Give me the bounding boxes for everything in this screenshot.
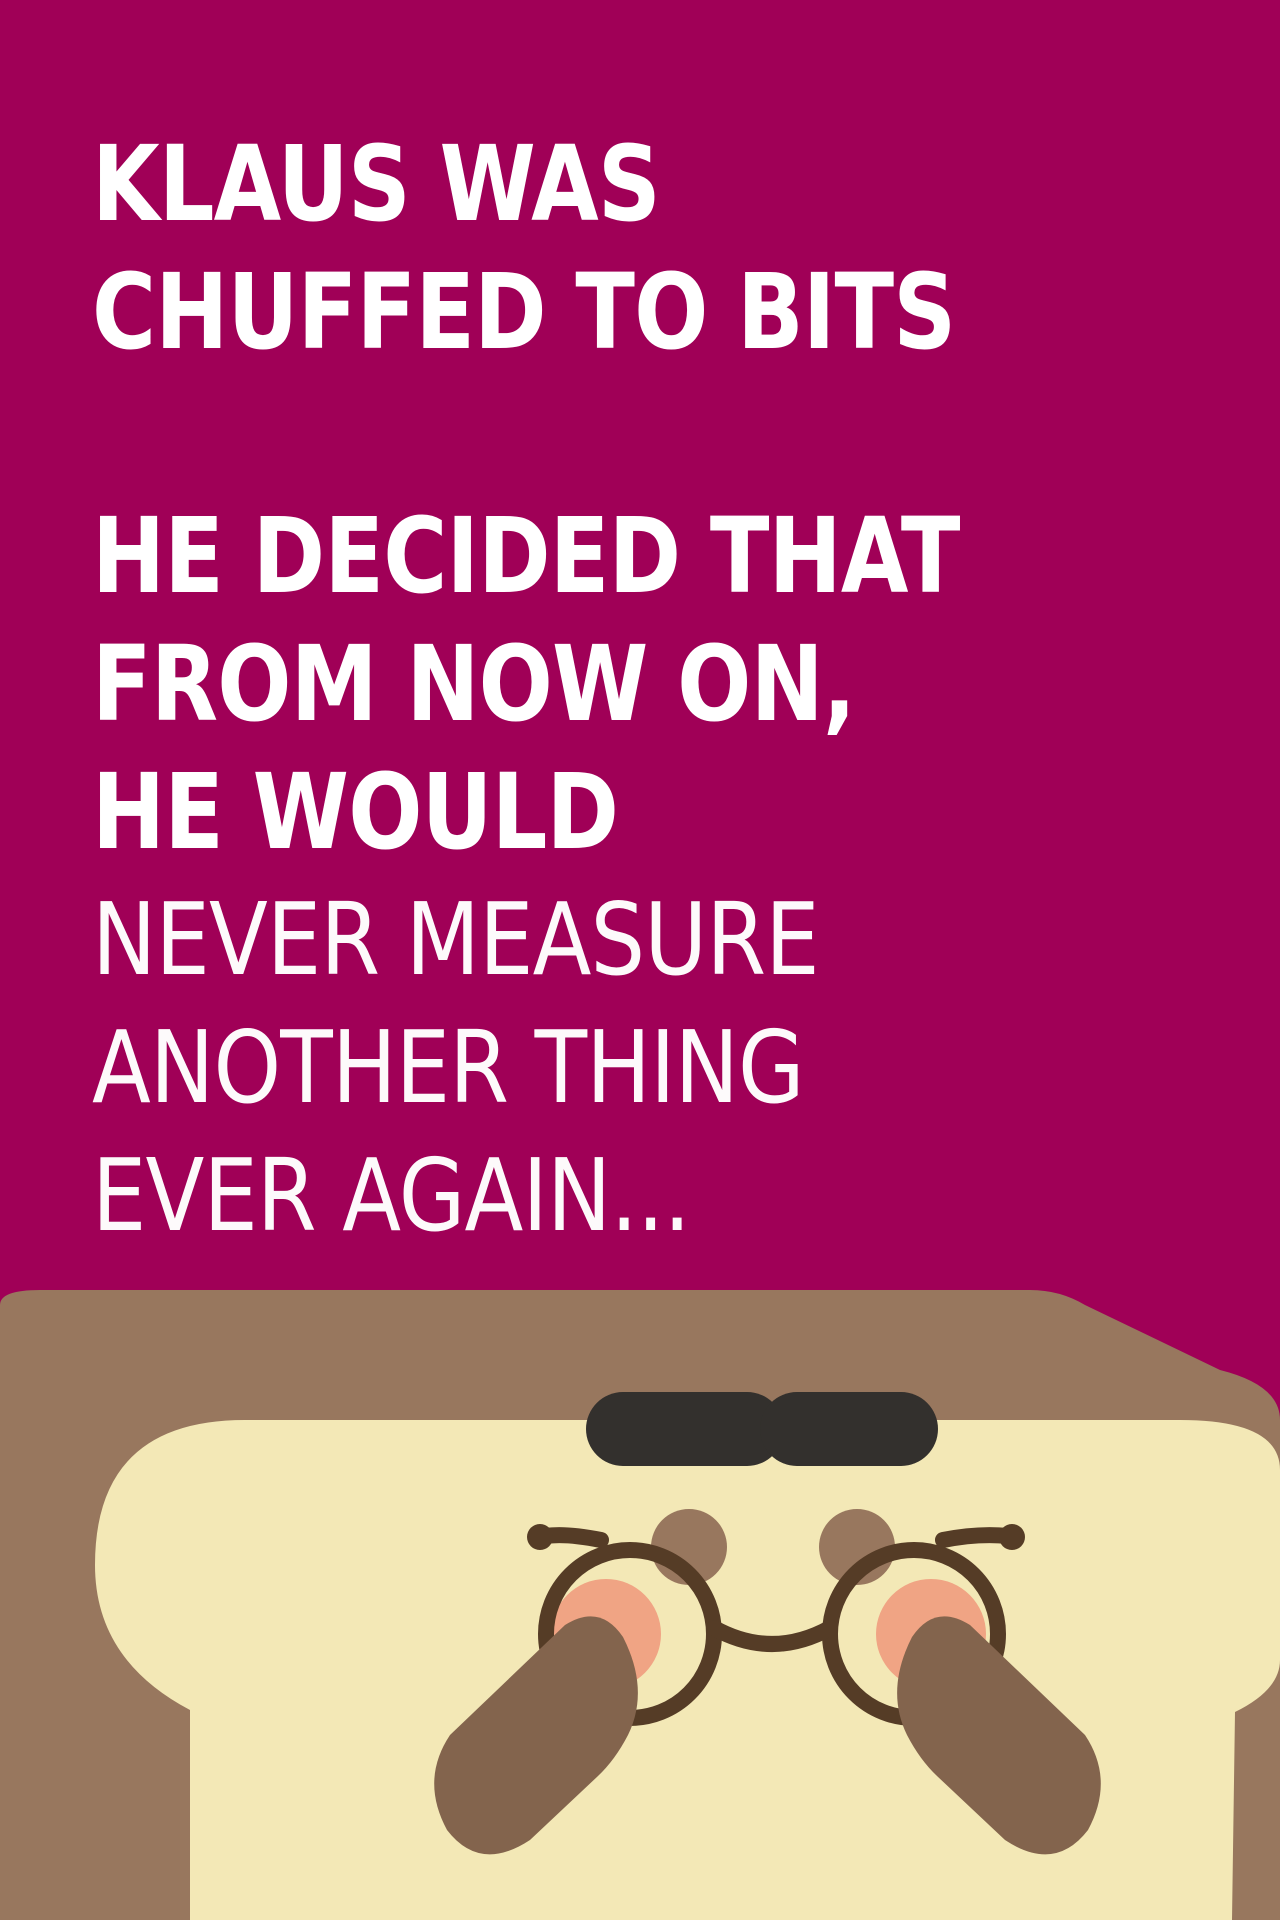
left-temple — [546, 1535, 601, 1540]
story-line-3: HE DECIDED THAT — [92, 495, 960, 617]
story-line-7: ANOTHER THING — [92, 1009, 804, 1126]
left-temple-end — [527, 1524, 553, 1550]
right-eyebrow — [760, 1392, 938, 1466]
story-line-5: HE WOULD — [92, 751, 619, 873]
right-temple — [943, 1535, 1008, 1540]
story-line-8: EVER AGAIN... — [92, 1137, 690, 1254]
right-temple-end — [999, 1524, 1025, 1550]
story-line-1: KLAUS WAS — [92, 123, 660, 245]
story-line-6: NEVER MEASURE — [92, 881, 819, 998]
eyebrows — [586, 1392, 938, 1466]
left-eyebrow — [586, 1392, 784, 1466]
face-shape — [95, 1420, 1280, 1920]
story-line-4: FROM NOW ON, — [92, 623, 856, 745]
story-line-2: CHUFFED TO BITS — [92, 251, 956, 373]
